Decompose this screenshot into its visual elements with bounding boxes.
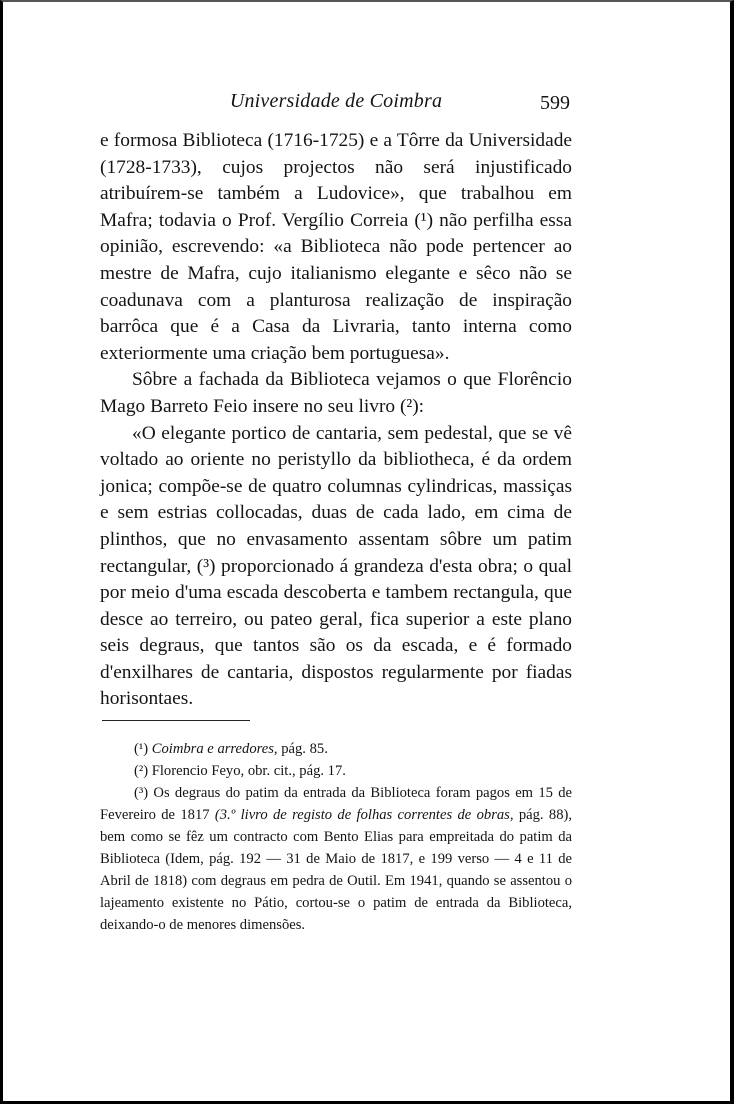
footnote-3-text-a: Os degraus do patim da entrada da Biblioteca foram pagos em 15 de Fevereiro de 1817 xyxy=(100,785,572,823)
footnote-2 xyxy=(100,760,572,782)
footnote-separator xyxy=(102,720,250,721)
footnotes xyxy=(100,738,572,936)
footnote-marker: (²) xyxy=(134,763,149,779)
page-number: 599 xyxy=(540,92,570,114)
footnote-marker: (¹) xyxy=(134,741,149,757)
paragraph-1: e formosa Biblioteca (1716-1725) e a Tôrre da Universidade (1728-1733), cujos projectos não será injustificado atribuírem-se também a Ludovice», que trabalhou em Mafra; todavia o Prof. Vergílio Correia (¹) não perfilha essa opinião, escrevendo: «a Biblioteca não pode pertencer ao mestre de Mafra, cujo italianismo elegante e sêco não se coadunava com a planturosa realização de inspiração barrôca que é a Casa da Livraria, tanto interna como exteriormente uma criação bem portuguesa». xyxy=(100,130,572,364)
footnote-2-text: Florencio Feyo, obr. cit., pág. 17. xyxy=(148,763,346,779)
paragraph-3-quotation: «O elegante portico de cantaria, sem pedestal, que se vê voltado ao oriente no peristyllo da bibliotheca, é da ordem jonica; compõe-se de quatro columnas cylindricas, massiças e sem estrias collocadas, duas de cada lado, em cima de plinthos, que no envasamento assentam sôbre um patim rectangular, (³) proporcionado á grandeza d'esta obra; o qual por meio d'uma escada descoberta e tambem rectangula, que desce ao terreiro, ou pateo geral, fica superior a este plano seis degraus, que tantos são os da escada, e é formado d'enxilhares de cantaria, dispostos regularmente por fiadas horisontaes. xyxy=(100,422,572,710)
footnote-1-work-title: Coimbra e arredores, xyxy=(151,741,278,757)
footnote-3-source-title: (3.º livro de registo de folhas correntes de obras, xyxy=(214,807,514,823)
running-header xyxy=(100,90,572,120)
footnote-1-page: pág. 85. xyxy=(277,741,328,757)
footnote-3 xyxy=(100,782,572,936)
running-title: Universidade de Coimbra xyxy=(229,90,443,112)
footnote-3-text-b: pág. 88), bem como se fêz um contracto com Bento Elias para empreitada do patim da Biblioteca (Idem, pág. 192 — 31 de Maio de 1817, e 199 verso — 4 e 11 de Abril de 1818) com degraus em pedra de Outil. Em 1941, quando se assentou o lajeamento existente no Pátio, cortou-se o patim de entrada da Biblioteca, deixando-o de menores dimensões. xyxy=(100,807,573,933)
body-text xyxy=(100,128,572,713)
footnote-1 xyxy=(100,738,572,760)
paragraph-2: Sôbre a fachada da Biblioteca vejamos o que Florêncio Mago Barreto Feio insere no seu livro (²): xyxy=(100,369,572,417)
footnote-marker: (³) xyxy=(134,785,149,801)
